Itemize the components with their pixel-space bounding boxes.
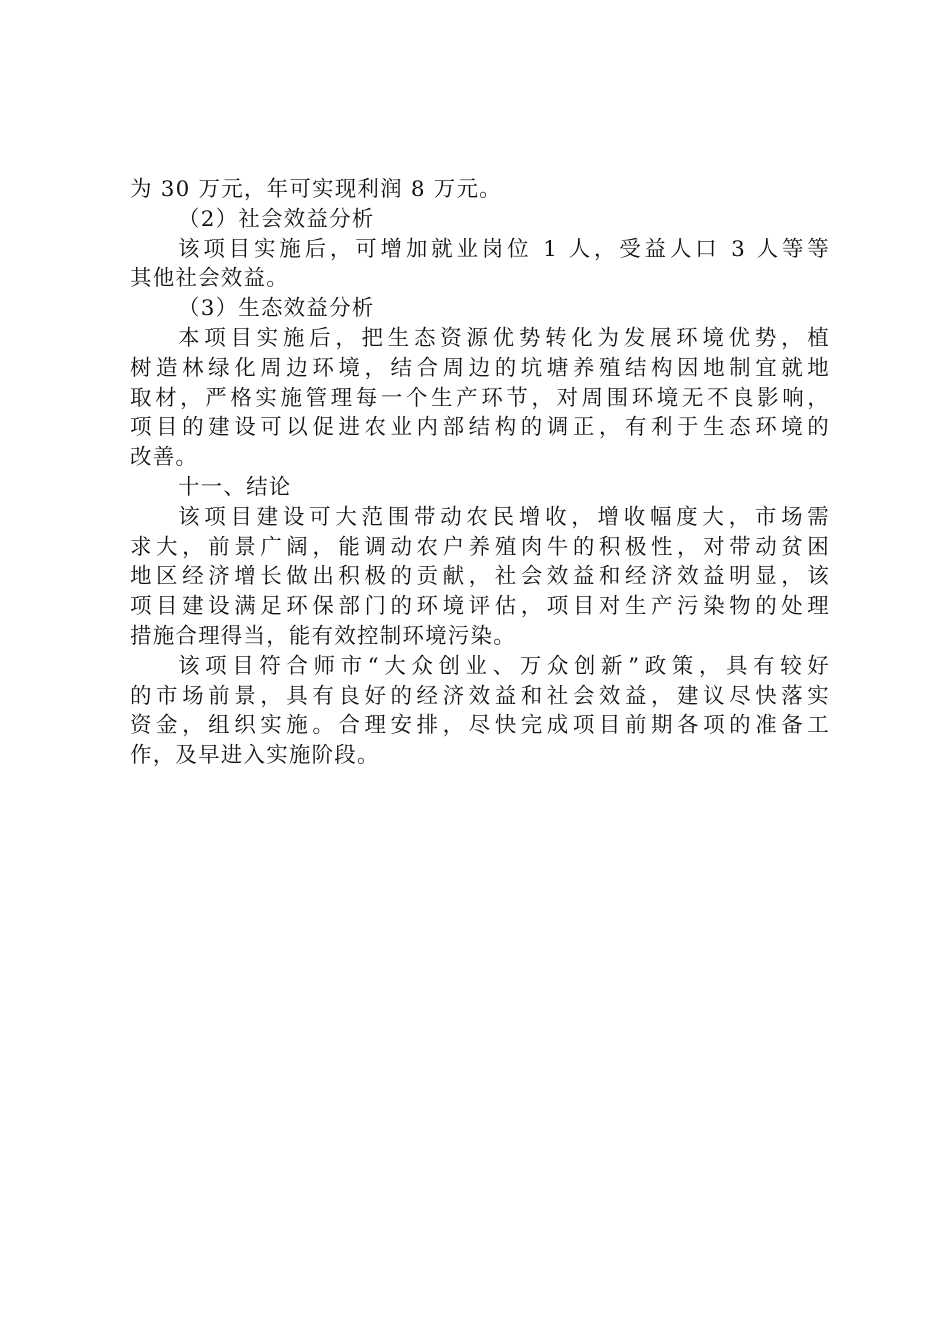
text-line: 该项目实施后，可增加就业岗位 1 人，受益人口 3 人等等 (178, 236, 830, 262)
text-line: 该项目建设可大范围带动农民增收，增收幅度大，市场需 (178, 504, 830, 530)
text-line: 其他社会效益。 (130, 266, 289, 292)
text-line: 项目建设满足环保部门的环境评估，项目对生产污染物的处理 (130, 594, 830, 620)
text-line: 改善。 (130, 445, 199, 471)
text-line: 作，及早进入实施阶段。 (130, 743, 380, 769)
text-line: （2）社会效益分析 (178, 206, 375, 232)
text-line: 为 30 万元，年可实现利润 8 万元。 (130, 177, 502, 202)
text-line: 的市场前景，具有良好的经济效益和社会效益，建议尽快落实 (130, 683, 830, 709)
text-line: 地区经济增长做出积极的贡献，社会效益和经济效益明显，该 (130, 564, 830, 590)
text-line: 取材，严格实施管理每一个生产环节，对周围环境无不良影响， (130, 385, 830, 411)
text-line: 资金，组织实施。合理安排，尽快完成项目前期各项的准备工 (130, 713, 830, 739)
text-line: 该项目符合师市“大众创业、万众创新”政策，具有较好 (178, 653, 830, 679)
text-line: 十一、结论 (178, 474, 292, 500)
text-line: （3）生态效益分析 (178, 296, 375, 322)
text-line: 措施合理得当，能有效控制环境污染。 (130, 623, 516, 649)
text-line: 树造林绿化周边环境，结合周边的坑塘养殖结构因地制宜就地 (130, 355, 830, 381)
text-line: 项目的建设可以促进农业内部结构的调正，有利于生态环境的 (130, 415, 830, 441)
document-body (130, 175, 830, 771)
text-line: 本项目实施后，把生态资源优势转化为发展环境优势，植 (178, 325, 830, 351)
text-line: 求大，前景广阔，能调动农户养殖肉牛的积极性，对带动贫困 (130, 534, 830, 560)
